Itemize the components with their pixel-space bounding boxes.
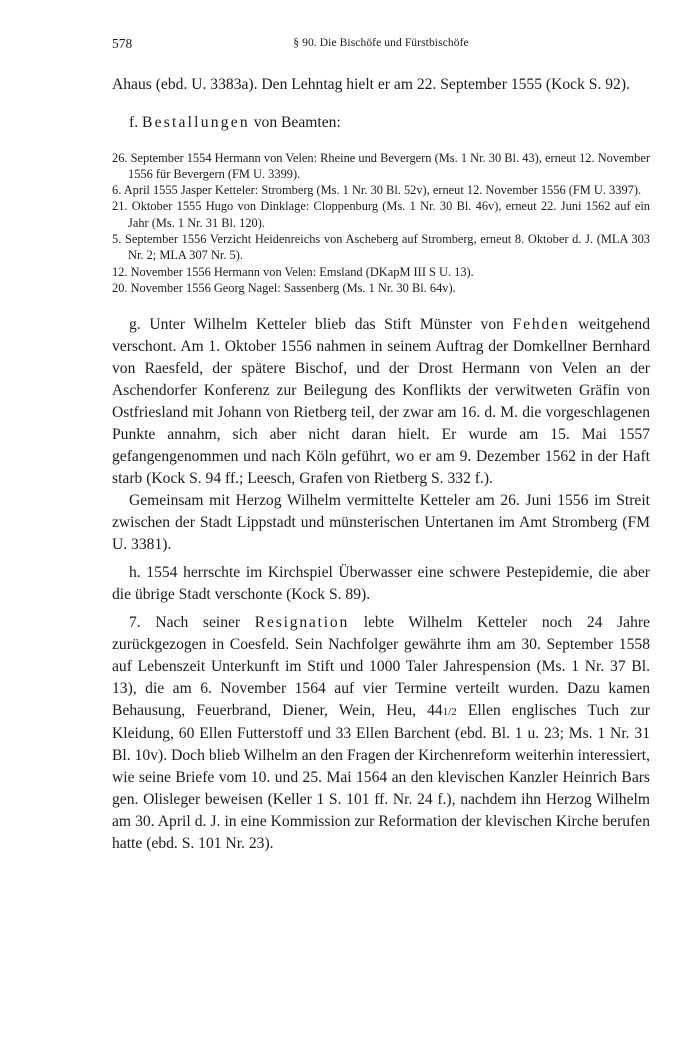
section-f-title-rest: von Beamten: bbox=[253, 114, 341, 131]
page-header bbox=[112, 36, 650, 58]
section-g-keyword: Fehden bbox=[512, 316, 570, 334]
list-item: 20. November 1556 Georg Nagel: Sassenberg (Ms. 1 Nr. 30 Bl. 64v). bbox=[112, 280, 456, 295]
section-h-paragraph: h. 1554 herrschte im Kirchspiel Überwasser eine schwere Pestepidemie, die aber die übrige Stadt verschonte (Kock S. 89). bbox=[112, 564, 650, 604]
list-item: 5. September 1556 Verzicht Heidenreichs von Ascheberg auf Stromberg, erneut 8. Oktober d. J. (MLA 303 Nr. 2; MLA 307 Nr. 5). bbox=[112, 232, 650, 263]
section-f-letter: f. bbox=[129, 114, 139, 131]
fraction: 1/2 bbox=[442, 706, 457, 719]
section-7-text-b: lebte Wilhelm Ketteler noch 24 Jahre zurückgezogen in Coesfeld. Sein Nachfolger gewährte ihm am 30. September 1558 auf Lebenszeit Unterkunft im Stift und 1000 Taler Jahrespension (Ms. 1 Nr. 37 Bl. 13), die am 6. November 1564 auf vier Termine verteilt wurden. Dazu kamen Behausung, Feuerbrand, Diener, Wein, Heu, 44 bbox=[112, 614, 650, 720]
section-f-heading bbox=[112, 112, 650, 134]
document-page bbox=[112, 36, 650, 855]
list-item: 26. September 1554 Hermann von Velen: Rheine und Bevergern (Ms. 1 Nr. 30 Bl. 43), erneut 12. November 1556 für Bevergern (FM U. 3399). bbox=[112, 150, 650, 181]
section-7-paragraph bbox=[112, 612, 650, 855]
appointments-list bbox=[112, 150, 650, 297]
section-g-paragraph-2: Gemeinsam mit Herzog Wilhelm vermittelte Ketteler am 26. Juni 1556 im Streit zwischen der Stadt Lippstadt und münsterischen Untertanen im Amt Stromberg (FM U. 3381). bbox=[112, 492, 650, 554]
list-item: 21. Oktober 1555 Hugo von Dinklage: Cloppenburg (Ms. 1 Nr. 30 Bl. 46v), erneut 22. Juni 1562 auf ein Jahr (Ms. 1 Nr. 31 Bl. 120). bbox=[112, 199, 650, 230]
section-g-text-b: weitgehend verschont. Am 1. Oktober 1556 nahmen in seinem Auftrag der Domkellner Bernhard von Raesfeld, der spätere Bischof, und der Drost Hermann von Velen an der Aschendorfer Konferenz zur Beilegung des Konflikts der verwitweten Gräfin von Ostfriesland mit Johann von Rietberg teil, der zwar am 16. d. M. die vorgeschlagenen Punkte annahm, sich aber nicht daran hielt. Er wurde am 15. Mai 1557 gefangengenommen und nach Köln geführt, wo er am 9. Dezember 1562 in der Haft starb (Kock S. 94 ff.; Leesch, Grafen von Rietberg S. 332 f.). bbox=[112, 316, 650, 488]
section-7-text-c: Ellen englisches Tuch zur Kleidung, 60 Ellen Futterstoff und 33 Ellen Barchent (ebd. Bl. 1 u. 23; Ms. 1 Nr. 31 Bl. 10v). Doch blieb Wilhelm an den Fragen der Kirchenreform weiterhin interessiert, wie seine Briefe vom 10. und 25. Mai 1564 an den klevischen Kanzler Heinrich Bars gen. Olisleger beweisen (Keller 1 S. 101 ff. Nr. 24 f.), nachdem ihn Herzog Wilhelm am 30. April d. J. in eine Kommission zur Reformation der klevischen Kirche berufen hatte (ebd. S. 101 Nr. 23). bbox=[112, 702, 650, 853]
list-item: 6. April 1555 Jasper Ketteler: Stromberg (Ms. 1 Nr. 30 Bl. 52v), erneut 12. November 1556 (FM U. 3397). bbox=[112, 183, 642, 198]
section-g-paragraph bbox=[112, 314, 650, 490]
section-7-text-a: 7. Nach seiner bbox=[129, 614, 241, 632]
intro-paragraph: Ahaus (ebd. U. 3383a). Den Lehntag hielt er am 22. September 1555 (Kock S. 92). bbox=[112, 76, 630, 93]
list-item: 12. November 1556 Hermann von Velen: Emsland (DKapM III S U. 13). bbox=[112, 264, 474, 279]
section-g-text-a: g. Unter Wilhelm Ketteler blieb das Stift Münster von bbox=[129, 316, 504, 334]
section-f-title: Bestallungen bbox=[142, 114, 250, 131]
page-number: 578 bbox=[112, 36, 133, 51]
running-title: § 90. Die Bischöfe und Fürstbischöfe bbox=[293, 37, 469, 49]
section-7-keyword: Resignation bbox=[254, 614, 350, 632]
